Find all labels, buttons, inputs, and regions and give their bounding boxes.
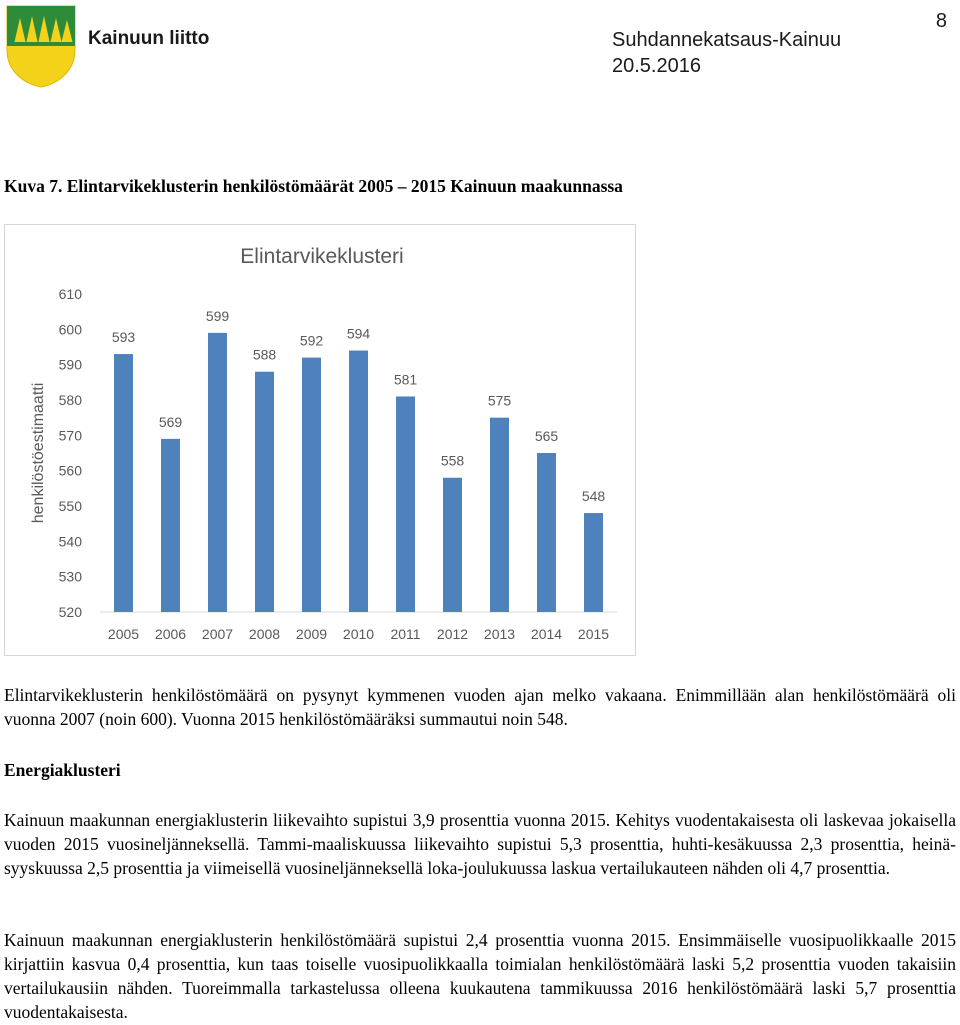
x-tick-label: 2012: [436, 626, 469, 642]
data-label: 565: [534, 428, 559, 444]
x-tick-label: 2009: [295, 626, 328, 642]
x-tick-label: 2005: [107, 626, 140, 642]
y-tick-label: 560: [58, 462, 82, 479]
bar: [443, 478, 462, 612]
x-tick-label: 2013: [483, 626, 516, 642]
data-label: 592: [299, 332, 324, 349]
bar: [349, 351, 368, 612]
chart-canvas: [5, 225, 635, 655]
x-tick-label: 2006: [154, 626, 187, 642]
y-tick-label: 610: [58, 286, 82, 302]
y-tick-label: 580: [58, 392, 82, 408]
chart-title: Elintarvikeklusteri: [240, 245, 404, 268]
x-tick-label: 2011: [390, 626, 421, 642]
y-tick-label: 520: [58, 604, 82, 620]
data-label: 548: [581, 488, 606, 505]
bar: [161, 439, 180, 612]
data-label: 569: [158, 413, 183, 430]
page-number: 8: [935, 10, 947, 32]
bar: [537, 453, 556, 612]
bar: [302, 358, 321, 612]
y-tick-label: 540: [58, 533, 82, 550]
bar: [490, 418, 509, 612]
paragraph-energia-liikevaihto: Kainuun maakunnan energiaklusterin liikevaihto supistui 3,9 prosenttia vuonna 2015. Kehitys vuodentakaisesta oli laskevaa jokaisella vuoden 2015 vuosineljänneksellä. Tammi-maaliskuussa liikevaihto supistui 5,3 prosenttia, huhti-kesäkuussa 2,3 prosenttia, heinä-syyskuussa 2,5 prosenttia ja viimeisellä vuosineljänneksellä loka-joulukuussa laskua vertailukauteen nähden oli 4,7 prosenttia.: [4, 810, 956, 878]
section-heading: Energiaklusteri: [4, 760, 121, 780]
x-tick-label: 2008: [248, 626, 281, 642]
bar: [208, 333, 227, 612]
y-tick-label: 550: [58, 498, 82, 514]
document-date: 20.5.2016: [612, 55, 701, 77]
x-tick-label: 2014: [530, 626, 563, 642]
paragraph-elintarvike: Elintarvikeklusterin henkilöstömäärä on pysynyt kymmenen vuoden ajan melko vakaana. Enimmillään alan henkilöstömäärä oli vuonna 2007 (noin 600). Vuonna 2015 henkilöstömääräksi summautui noin 548.: [4, 685, 956, 729]
bar-chart: [4, 224, 636, 656]
paragraph-energia-henkilosto: Kainuun maakunnan energiaklusterin henkilöstömäärä supistui 2,4 prosenttia vuonna 2015. Ensimmäiselle vuosipuolikkaalle 2015 kirjattiin kasvua 0,4 prosenttia, kun taas toiselle vuosipuolikkaalla toimialan henkilöstömäärä laski 5,2 prosenttia vuoden takaisiin vertailukausiin nähden. Tuoreimmalla tarkastelussa olleena kuukautena tammikuussa 2016 henkilöstömäärä laski 5,7 prosenttia vuodentakaisesta.: [4, 930, 956, 1022]
data-label: 558: [440, 452, 465, 469]
y-tick-label: 570: [58, 427, 82, 444]
kainuu-coat-of-arms-icon: [5, 4, 77, 88]
x-tick-label: 2015: [577, 626, 610, 642]
y-tick-label: 590: [58, 356, 82, 373]
data-label: 588: [252, 346, 277, 363]
bar: [584, 513, 603, 612]
organization-name: Kainuun liitto: [88, 28, 210, 49]
data-label: 575: [487, 392, 512, 409]
chart-y-axis-label: henkilöstöestimaatti: [30, 382, 47, 524]
y-tick-label: 530: [58, 568, 82, 585]
data-label: 581: [393, 371, 418, 388]
figure-caption: Kuva 7. Elintarvikeklusterin henkilöstömäärät 2005 – 2015 Kainuun maakunnassa: [4, 176, 623, 196]
bar: [396, 396, 415, 612]
document-header: [612, 27, 841, 79]
bar: [255, 372, 274, 612]
data-label: 594: [346, 325, 371, 342]
y-tick-label: 600: [58, 321, 82, 338]
x-tick-label: 2007: [201, 626, 234, 642]
x-tick-label: 2010: [342, 626, 375, 642]
bar: [114, 354, 133, 612]
data-label: 593: [111, 329, 136, 346]
data-label: 599: [205, 307, 230, 324]
document-title: Suhdannekatsaus-Kainuu: [612, 29, 842, 51]
